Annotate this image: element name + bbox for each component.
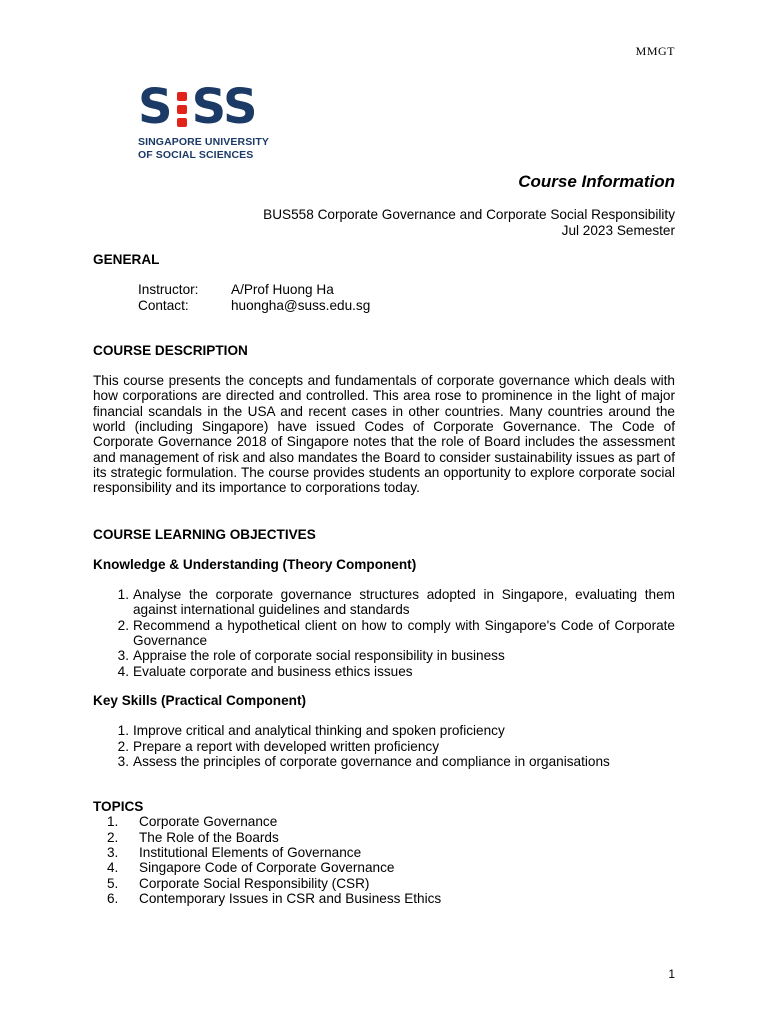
document-body [93, 252, 675, 906]
knowledge-list [93, 587, 675, 679]
list-item: 2. The Role of the Boards [107, 829, 279, 845]
topics-list [93, 814, 675, 906]
knowledge-heading: Knowledge & Understanding (Theory Component) [93, 556, 417, 572]
page-title: Course Information [518, 172, 675, 191]
list-item: 6. Contemporary Issues in CSR and Business Ethics [107, 890, 442, 906]
list-item: 1. Analyse the corporate governance structures adopted in Singapore, evaluating them against international guidelines and standards [117, 587, 675, 618]
general-heading: GENERAL [93, 252, 160, 267]
list-item: 3. Institutional Elements of Governance [107, 845, 362, 861]
list-item: 2. Recommend a hypothetical client on how to comply with Singapore's Code of Corporate Governance [117, 617, 675, 649]
course-semester: Jul 2023 Semester [561, 222, 675, 238]
description-text: This course presents the concepts and fundamentals of corporate governance which deals with how corporations are directed and controlled. This area rose to prominence in the light of major financial scandals in the USA and recent cases in other countries. Many countries around the world (including Singapore) have issued Codes of Corporate Governance. The Code of Corporate Governance 2018 of Singapore notes that the role of Board includes the assessment and management of risk and also mandates the Board to consider sustainability issues as part of its strategic formulation. The course provides students an opportunity to explore corporate social responsibility and its importance to corporations today. [93, 373, 675, 496]
instructor-value: A/Prof Huong Ha [231, 282, 334, 298]
list-item: 3. Appraise the role of corporate social responsibility in business [117, 648, 505, 664]
course-name: BUS558 Corporate Governance and Corporate Social Responsibility [263, 207, 675, 222]
logo-line-1: SINGAPORE UNIVERSITY [138, 136, 269, 148]
topics-heading: TOPICS [93, 799, 144, 815]
topics-section [93, 799, 675, 906]
list-item: 1. Corporate Governance [107, 814, 278, 830]
description-heading: COURSE DESCRIPTION [93, 342, 248, 358]
list-item: 5. Corporate Social Responsibility (CSR) [107, 875, 370, 891]
instructor-row [138, 282, 675, 297]
logo-subtitle [138, 136, 288, 161]
list-item: 2. Prepare a report with developed written proficiency [117, 738, 440, 754]
logo-letters-ss: SS [191, 79, 257, 135]
contact-row [138, 298, 675, 313]
logo-dots-icon [174, 90, 190, 130]
list-item: 1. Improve critical and analytical thinking and spoken proficiency [117, 723, 505, 739]
list-item: 3. Assess the principles of corporate governance and compliance in organisations [117, 753, 610, 769]
logo-wordmark [138, 79, 288, 135]
suss-logo [138, 79, 288, 161]
page-number: 1 [668, 967, 675, 981]
logo-line-2: OF SOCIAL SCIENCES [138, 148, 254, 161]
general-section [93, 252, 675, 313]
skills-list [93, 723, 675, 769]
instructor-label: Instructor: [138, 282, 199, 298]
header-code: MMGT [635, 44, 675, 58]
contact-email[interactable]: huongha@suss.edu.sg [231, 297, 371, 313]
contact-label: Contact: [138, 297, 189, 313]
list-item: 4. Evaluate corporate and business ethics issues [117, 663, 413, 679]
course-identifier [263, 207, 675, 238]
logo-letter-s: S [138, 79, 172, 135]
list-item: 4. Singapore Code of Corporate Governance [107, 860, 395, 876]
objectives-section [93, 527, 675, 770]
objectives-heading: COURSE LEARNING OBJECTIVES [93, 526, 316, 542]
general-details [138, 282, 675, 313]
skills-heading: Key Skills (Practical Component) [93, 692, 307, 708]
description-section [93, 343, 675, 496]
